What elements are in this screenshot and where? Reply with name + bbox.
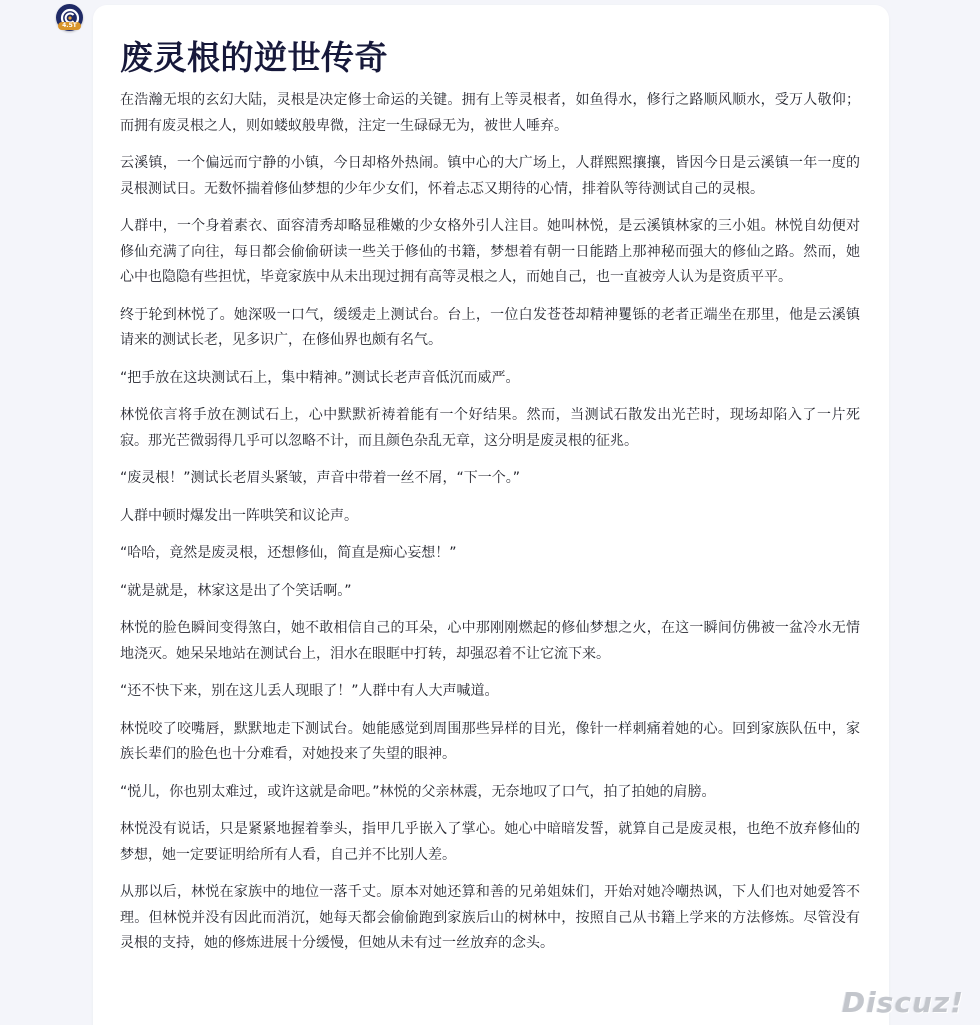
paragraph: “就是就是，林家这是出了个笑话啊。” xyxy=(120,582,352,599)
paragraph: 人群中，一个身着素衣、面容清秀却略显稚嫩的少女格外引人注目。她叫林悦，是云溪镇林家的三小姐。林悦自幼便对修仙充满了向往，每日都会偷偷研读一些关于修仙的书籍，梦想着有朝一日能踏上那神秘而强大的修仙之路。然而，她心中也隐隐有些担忧，毕竟家族中从未出现过拥有高等灵根之人，而她自己，也一直被旁人认为是资质平平。 xyxy=(120,218,860,285)
post-content xyxy=(120,38,860,969)
paragraph: 林悦咬了咬嘴唇，默默地走下测试台。她能感觉到周围那些异样的目光，像针一样刺痛着她的心。回到家族队伍中，家族长辈们的脸色也十分难看，对她投来了失望的眼神。 xyxy=(120,720,860,762)
paragraph: “还不快下来，别在这儿丢人现眼了！”人群中有人大声喊道。 xyxy=(120,683,499,699)
paragraph: “悦儿，你也别太难过，或许这就是命吧。”林悦的父亲林震，无奈地叹了口气，拍了拍她的肩膀。 xyxy=(120,783,716,800)
paragraph: “废灵根！”测试长老眉头紧皱，声音中带着一丝不屑，“下一个。” xyxy=(120,470,521,486)
paragraph: 林悦没有说话，只是紧紧地握着拳头，指甲几乎嵌入了掌心。她心中暗暗发誓，就算自己是废灵根，也绝不放弃修仙的梦想，她一定要证明给所有人看，自己并不比别人差。 xyxy=(120,821,860,863)
paragraph: 云溪镇，一个偏远而宁静的小镇，今日却格外热闹。镇中心的大广场上，人群熙熙攘攘，皆因今日是云溪镇一年一度的灵根测试日。无数怀揣着修仙梦想的少年少女们，怀着忐忑又期待的心情，排着队等待测试自己的灵根。 xyxy=(120,155,860,197)
post-title: 废灵根的逆世传奇 xyxy=(120,38,388,77)
paragraph: 在浩瀚无垠的玄幻大陆，灵根是决定修士命运的关键。拥有上等灵根者，如鱼得水，修行之路顺风顺水，受万人敬仰；而拥有废灵根之人，则如蝼蚁般卑微，注定一生碌碌无为，被世人唾弃。 xyxy=(120,92,860,134)
paragraph: 林悦的脸色瞬间变得煞白，她不敢相信自己的耳朵，心中那刚刚燃起的修仙梦想之火，在这一瞬间仿佛被一盆冷水无情地浇灭。她呆呆地站在测试台上，泪水在眼眶中打转，却强忍着不让它流下来。 xyxy=(120,620,860,662)
paragraph: 人群中顿时爆发出一阵哄笑和议论声。 xyxy=(120,507,358,524)
paragraph: 林悦依言将手放在测试石上，心中默默祈祷着能有一个好结果。然而，当测试石散发出光芒时，现场却陷入了一片死寂。那光芒微弱得几乎可以忽略不计，而且颜色杂乱无章，这分明是废灵根的征兆。 xyxy=(120,407,860,449)
discuz-watermark: Discuz! xyxy=(841,986,964,1019)
paragraph: 终于轮到林悦了。她深吸一口气，缓缓走上测试台。台上，一位白发苍苍却精神矍铄的老者正端坐在那里，他是云溪镇请来的测试长老，见多识广，在修仙界也颇有名气。 xyxy=(120,306,860,348)
paragraph: 从那以后，林悦在家族中的地位一落千丈。原本对她还算和善的兄弟姐妹们，开始对她冷嘲热讽，下人们也对她爱答不理。但林悦并没有因此而消沉，她每天都会偷偷跑到家族后山的树林中，按照自己从书籍上学来的方法修炼。尽管没有灵根的支持，她的修炼进展十分缓慢，但她从未有过一丝放弃的念头。 xyxy=(120,884,860,951)
paragraph: “哈哈，竟然是废灵根，还想修仙，简直是痴心妄想！” xyxy=(120,545,457,561)
paragraph: “把手放在这块测试石上，集中精神。”测试长老声音低沉而威严。 xyxy=(120,369,520,386)
avatar-badge: 4.5T xyxy=(58,22,81,30)
